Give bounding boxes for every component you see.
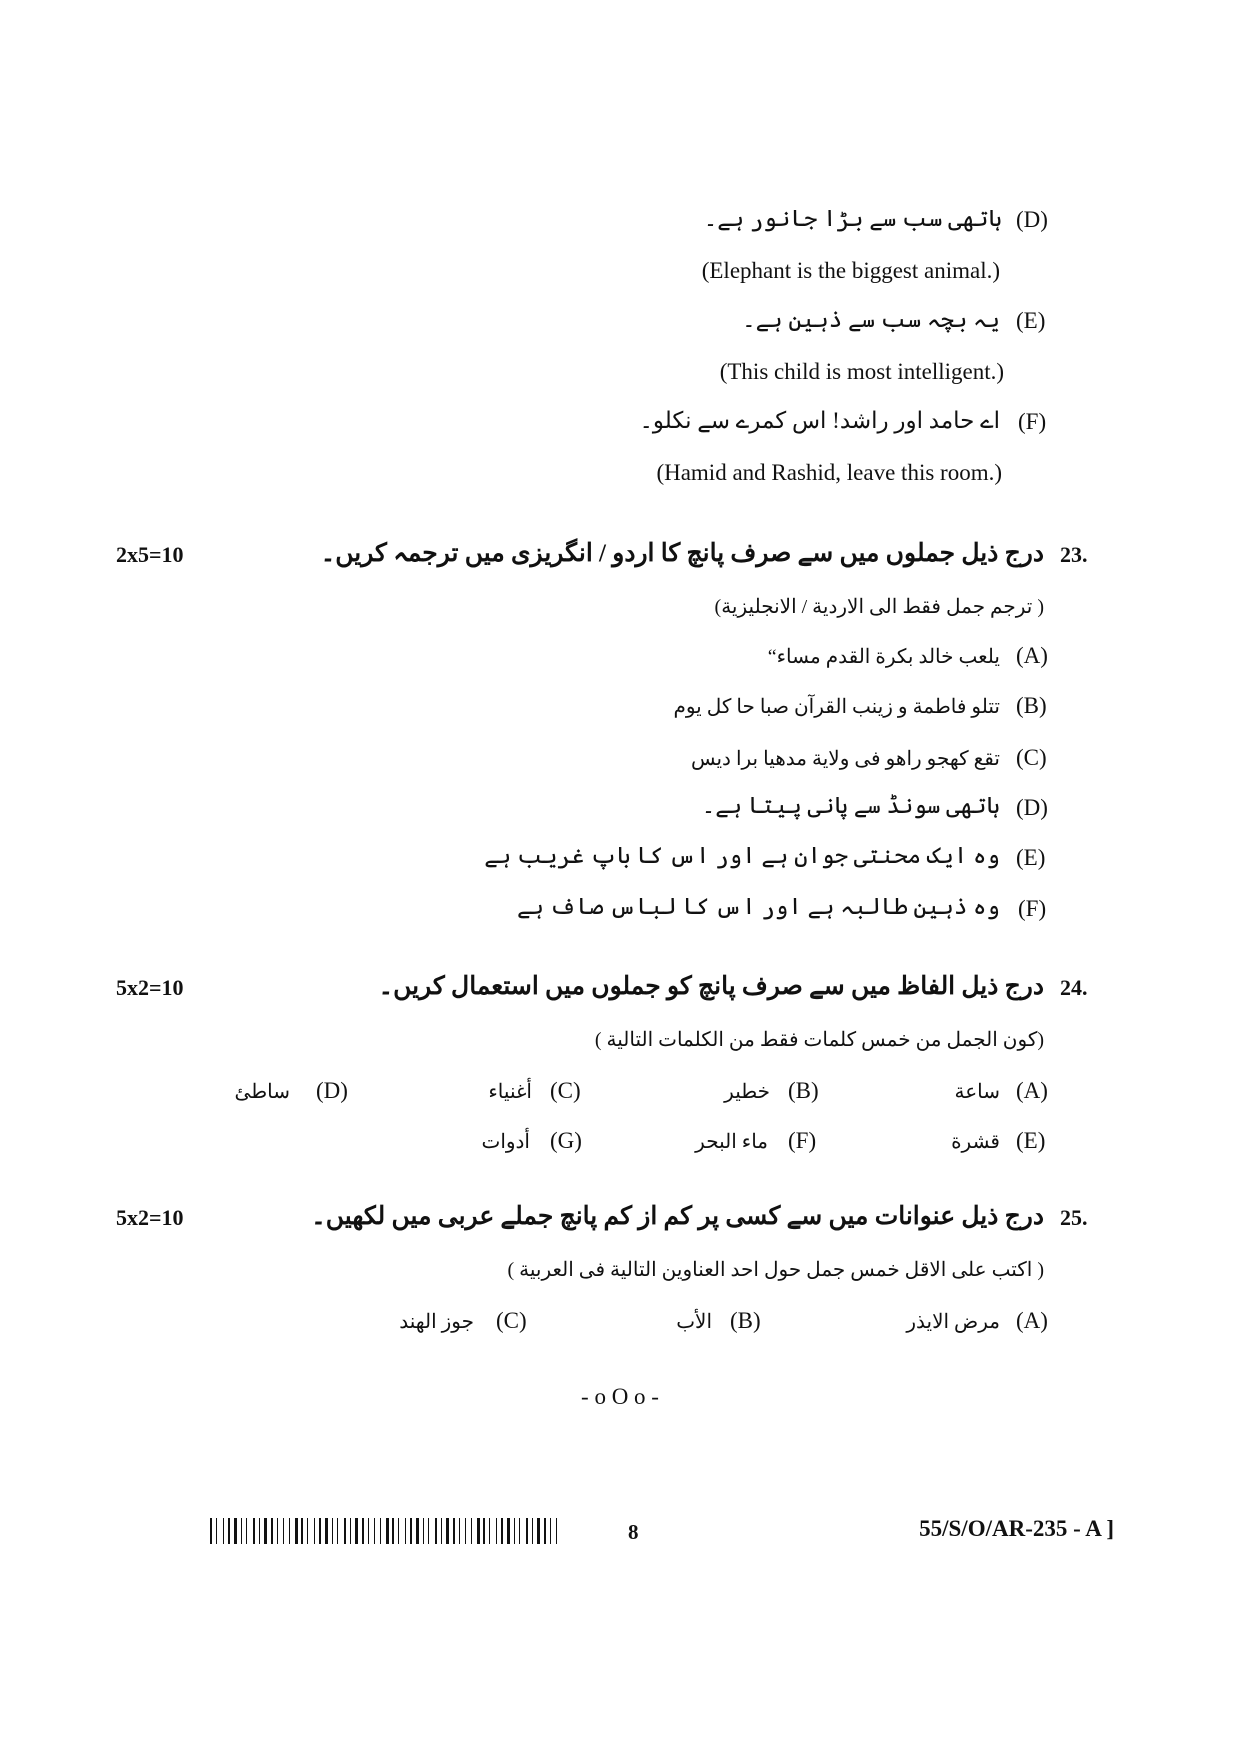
paper-code: 55/S/O/AR-235 - A ]	[919, 1516, 1114, 1541]
item-label: (D)	[1016, 795, 1048, 820]
item-translation: (Elephant is the biggest animal.)	[701, 258, 1000, 283]
item-label: (A)	[1016, 643, 1048, 668]
item-label: (E)	[1016, 845, 1046, 870]
question-title: درج ذیل الفاظ میں سے صرف پانچ کو جملوں میں استعمال کریں۔	[378, 973, 1044, 1000]
word-label: (G)	[550, 1128, 582, 1153]
item-text: تتلو فاطمة و زينب القرآن صبا حا كل يوم	[673, 696, 1000, 718]
option-label: (B)	[730, 1308, 761, 1333]
marks: 5x2=10	[116, 1205, 184, 1230]
word-label: (D)	[316, 1078, 348, 1103]
item-urdu-text: ہاتھی سب سے بڑا جانور ہے۔	[703, 206, 1002, 231]
word: ساعة	[954, 1081, 1000, 1103]
word-label: (A)	[1016, 1078, 1048, 1103]
option-label: (C)	[496, 1308, 527, 1333]
question-number: 24.	[1060, 975, 1088, 1000]
word-label: (F)	[788, 1128, 817, 1153]
word: ماء البحر	[695, 1131, 768, 1153]
arabic-instruction: (كون الجمل من خمس كلمات فقط من الكلمات التالية )	[594, 1029, 1044, 1051]
marks: 5x2=10	[116, 975, 184, 1000]
item-text: وہ ایک محنتی جوان ہے اور اس کا باپ غریب ہے	[484, 843, 1000, 868]
item-label: (F)	[1018, 409, 1047, 434]
word: ساطئ	[234, 1081, 290, 1103]
word: خطير	[724, 1081, 770, 1103]
item-label: (F)	[1018, 896, 1047, 921]
option-topic: مرض الايذر	[906, 1311, 1000, 1333]
word: قشرة	[951, 1131, 1000, 1153]
option-topic: جوز الهند	[399, 1311, 474, 1333]
word: أغنياء	[488, 1081, 532, 1103]
item-text: وہ ذہین طالبہ ہے اور اس کا لباس صاف ہے	[517, 894, 1000, 919]
question-number: 23.	[1060, 542, 1088, 567]
question-title: درج ذیل عنوانات میں سے کسی پر کم از کم پانچ جملے عربی میں لکھیں۔	[311, 1203, 1044, 1230]
barcode	[210, 1518, 560, 1544]
word-label: (C)	[550, 1078, 581, 1103]
item-translation: (Hamid and Rashid, leave this room.)	[656, 460, 1002, 485]
item-urdu-text: یہ بچہ سب سے ذہین ہے۔	[742, 307, 1000, 332]
option-topic: الأب	[676, 1311, 712, 1333]
item-text: تقع كهجو راهو فى ولاية مدهيا برا ديس	[690, 748, 1000, 770]
item-translation: (This child is most intelligent.)	[719, 359, 1004, 384]
marks: 2x5=10	[116, 542, 184, 567]
arabic-instruction: ( اكتب على الاقل خمس جمل حول احد العناوين التالية فى العربية )	[507, 1259, 1044, 1281]
word-label: (B)	[788, 1078, 819, 1103]
option-label: (A)	[1016, 1308, 1048, 1333]
page-number: 8	[628, 1520, 639, 1544]
item-label: (B)	[1016, 693, 1047, 718]
item-text: ہاتھی سونڈ سے پانی پیتا ہے۔	[701, 793, 1000, 818]
item-label: (D)	[1016, 207, 1048, 232]
question-number: 25.	[1060, 1205, 1088, 1230]
question-title: درج ذیل جملوں میں سے صرف پانچ کا اردو / انگریزی میں ترجمہ کریں۔	[320, 540, 1044, 567]
end-of-paper-mark: - o O o -	[581, 1384, 659, 1409]
word-label: (E)	[1016, 1128, 1046, 1153]
word: أدوات	[481, 1131, 530, 1153]
item-label: (C)	[1016, 745, 1047, 770]
arabic-instruction: ( ترجم جمل فقط الى الاردية / الانجليزية)	[714, 596, 1044, 618]
item-urdu-text: اے حامد اور راشد! اس کمرے سے نکلو۔	[639, 408, 1000, 433]
item-text: يلعب خالد بكرة القدم مساء“	[767, 646, 1000, 668]
item-label: (E)	[1016, 308, 1046, 333]
